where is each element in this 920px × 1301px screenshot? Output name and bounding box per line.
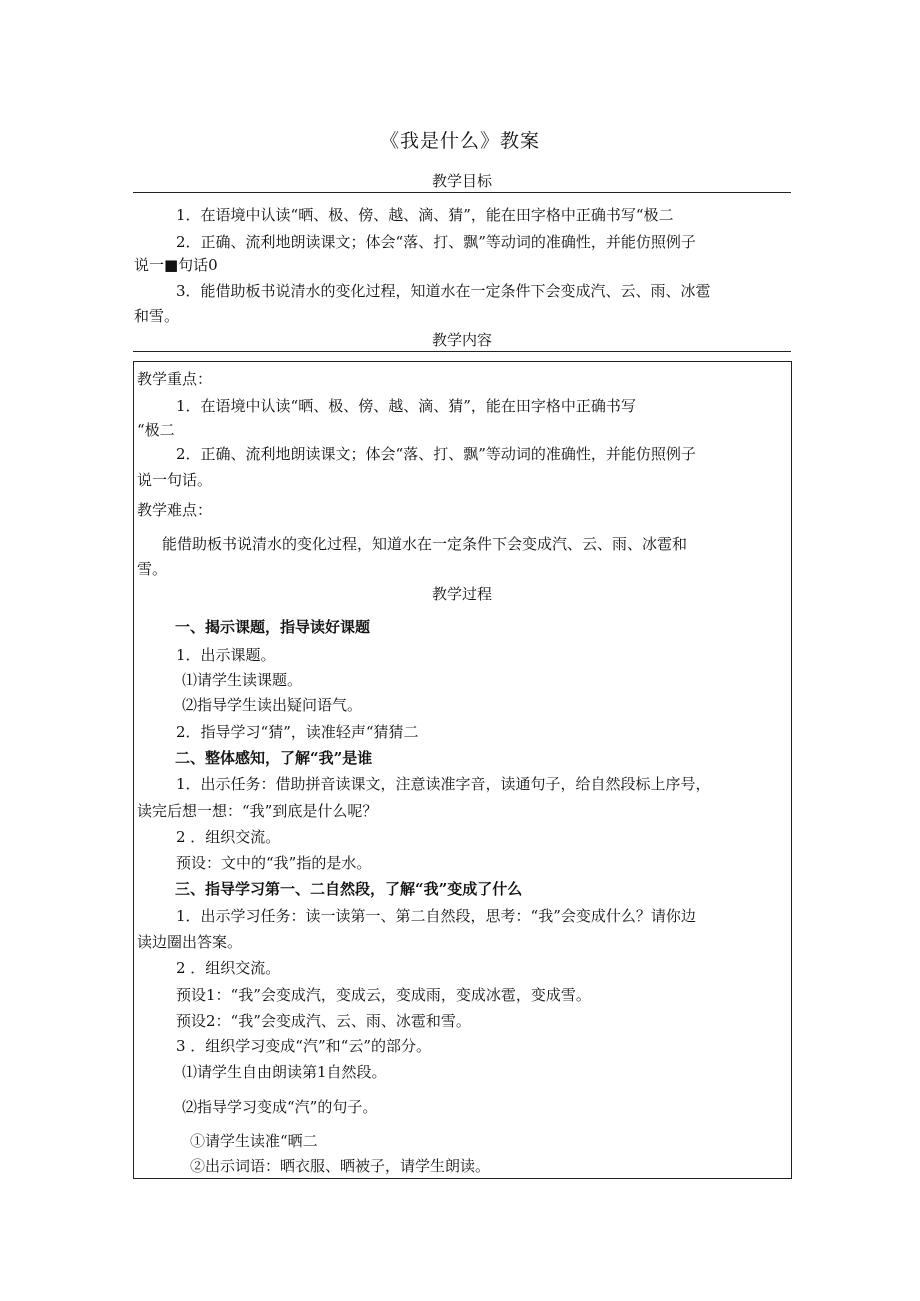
objective-line: 说一■句话0 (134, 256, 218, 274)
process-line: 1．出示学习任务：读一读第一、第二自然段，思考：“我”会变成什么？请你边 (176, 907, 696, 925)
objective-line: 1．在语境中认读“晒、极、傍、越、滴、猜”，能在田字格中正确书写“极二 (176, 206, 674, 224)
content-heading: 教学内容 (431, 331, 492, 349)
difficulty-line: 能借助板书说清水的变化过程，知道水在一定条件下会变成汽、云、雨、冰雹和 (162, 535, 688, 553)
process-line: 1．出示课题。 (176, 646, 276, 664)
objective-line: 和雪。 (134, 307, 180, 325)
content-box (133, 361, 792, 1179)
process-section-title: 二、整体感知，了解“我”是谁 (175, 749, 373, 767)
process-line: 2 ．组织交流。 (176, 828, 281, 846)
process-line: 3 ．组织学习变成“汽”和“云”的部分。 (176, 1037, 431, 1055)
difficulty-line: 雪。 (137, 560, 168, 578)
process-line: 预设1：“我”会变成汽，变成云，变成雨，变成冰雹，变成雪。 (176, 986, 591, 1004)
process-line: 预设2：“我”会变成汽、云、雨、冰雹和雪。 (176, 1012, 471, 1030)
process-line: 预设：文中的“我”指的是水。 (176, 854, 372, 872)
process-section-title: 三、指导学习第一、二自然段，了解“我”变成了什么 (175, 880, 523, 898)
process-section-title: 一、揭示课题，指导读好课题 (175, 618, 371, 636)
process-line: 读完后想一想：“我”到底是什么呢？ (137, 802, 378, 820)
content-rule (133, 351, 791, 352)
process-line: 2．指导学习“猜”，读准轻声“猜猜二 (176, 723, 419, 741)
process-line: 1．出示任务：借助拼音读课文，注意读准字音，读通句子，给自然段标上序号， (176, 775, 711, 793)
objective-line: 3．能借助板书说清水的变化过程，知道水在一定条件下会变成汽、云、雨、冰雹 (176, 282, 711, 300)
key-point-line: 说一句话。 (137, 471, 213, 489)
process-line: ⑵指导学习变成“汽”的句子。 (182, 1098, 378, 1116)
key-point-line: 1．在语境中认读“晒、极、傍、越、滴、猜”，能在田字格中正确书写 (176, 397, 636, 415)
difficulty-label: 教学难点： (137, 501, 213, 519)
objectives-rule (133, 192, 791, 193)
key-point-line: “极二 (137, 421, 175, 439)
process-line: ⑴请学生读课题。 (182, 671, 303, 689)
process-line: ⑴请学生自由朗读第1自然段。 (182, 1063, 387, 1081)
process-line: 读边圈出答案。 (137, 933, 243, 951)
document-title: 《我是什么》教案 (379, 130, 540, 152)
process-line: ①请学生读准“晒二 (190, 1132, 318, 1150)
process-heading: 教学过程 (431, 585, 492, 603)
objective-line: 2．正确、流利地朗读课文；体会“落、打、飘”等动词的准确性，并能仿照例子 (176, 233, 696, 251)
process-line: 2 ．组织交流。 (176, 959, 281, 977)
key-points-label: 教学重点： (137, 370, 213, 388)
process-line: ②出示词语：晒衣服、晒被子，请学生朗读。 (190, 1157, 491, 1175)
process-line: ⑵指导学生读出疑问语气。 (182, 696, 363, 714)
objectives-heading: 教学目标 (431, 172, 492, 190)
key-point-line: 2．正确、流利地朗读课文；体会“落、打、飘”等动词的准确性，并能仿照例子 (176, 445, 696, 463)
